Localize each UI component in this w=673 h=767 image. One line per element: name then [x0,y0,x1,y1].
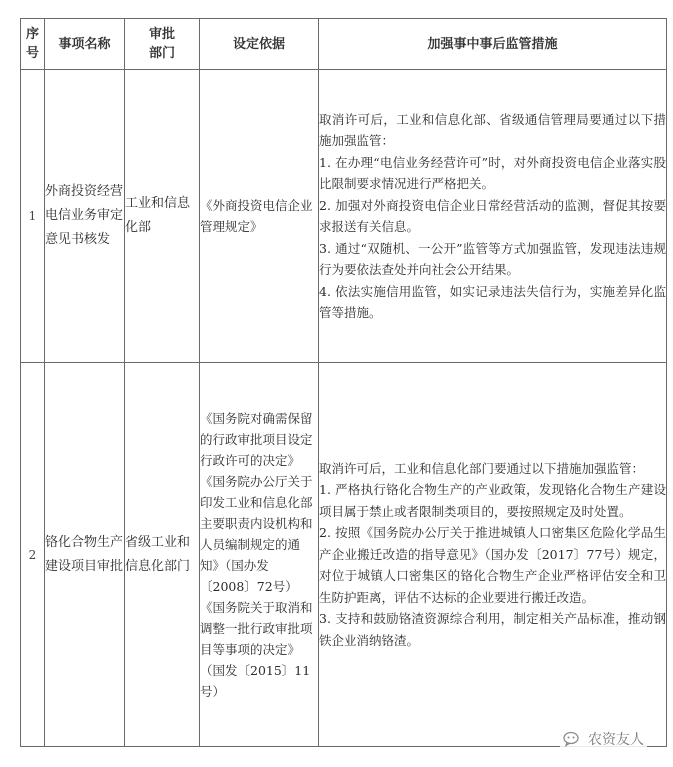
supervision-measures [319,70,667,363]
header-measures: 加强事中事后监管措施 [319,19,667,70]
header-name: 事项名称 [45,19,125,70]
basis-item: 《国务院关于取消和调整一批行政审批项目等事项的决定》（国发〔2015〕11号） [200,599,313,699]
header-basis: 设定依据 [200,19,319,70]
measure-item: 2. 加强对外商投资电信企业日常经营活动的监测，督促其按要求报送有关信息。 [319,197,666,234]
header-row [21,19,667,70]
header-no: 序号 [21,19,45,70]
regulation-table [20,18,667,747]
approval-dept: 省级工业和信息化部门 [125,363,200,747]
approval-dept: 工业和信息化部 [125,70,200,363]
supervision-measures [319,363,667,747]
watermark [560,728,647,750]
legal-basis [200,70,319,363]
basis-item: 《国务院办公厅关于印发工业和信息化部主要职责内设机构和人员编制规定的通知》（国办发〔2008〕72号） [200,473,313,594]
watermark-text: 农资友人 [588,732,644,748]
basis-item: 《国务院对确需保留的行政审批项目设定行政许可的决定》 [200,410,313,468]
basis-item: 《外商投资电信企业管理规定》 [200,198,313,234]
measure-item: 4. 依法实施信用监管，如实记录违法失信行为，实施差异化监管等措施。 [319,283,666,320]
measure-item: 取消许可后，工业和信息化部门要通过以下措施加强监管： [319,460,645,476]
header-dept: 审批部门 [125,19,200,70]
measure-item: 1. 严格执行铬化合物生产的产业政策，发现铬化合物生产建设项目属于禁止或者限制类项目的，要按照规定及时处置。 [319,482,666,519]
item-name: 铬化合物生产建设项目审批 [45,363,125,747]
wechat-bubble-icon [563,731,583,747]
measure-item: 取消许可后，工业和信息化部、省级通信管理局要通过以下措施加强监管： [319,111,666,148]
table-row [21,363,667,747]
row-number: 1 [21,70,45,363]
measure-item: 1. 在办理“电信业务经营许可”时，对外商投资电信企业落实股比限制要求情况进行严格把关。 [319,154,666,191]
measure-item: 3. 通过“双随机、一公开”监管等方式加强监管，发现违法违规行为要依法查处并向社会公开结果。 [319,240,666,277]
row-number: 2 [21,363,45,747]
measure-item: 3. 支持和鼓励铬渣资源综合利用，制定相关产品标准，推动钢铁企业消纳铬渣。 [319,611,666,648]
legal-basis [200,363,319,747]
item-name: 外商投资经营电信业务审定意见书核发 [45,70,125,363]
table-row [21,70,667,363]
measure-item: 2. 按照《国务院办公厅关于推进城镇人口密集区危险化学品生产企业搬迁改造的指导意见》（国办发〔2017〕77号）规定，对位于城镇人口密集区的铬化合物生产企业严格评估安全和卫生防护距离，评估不达标的企业要进行搬迁改造。 [319,525,666,605]
